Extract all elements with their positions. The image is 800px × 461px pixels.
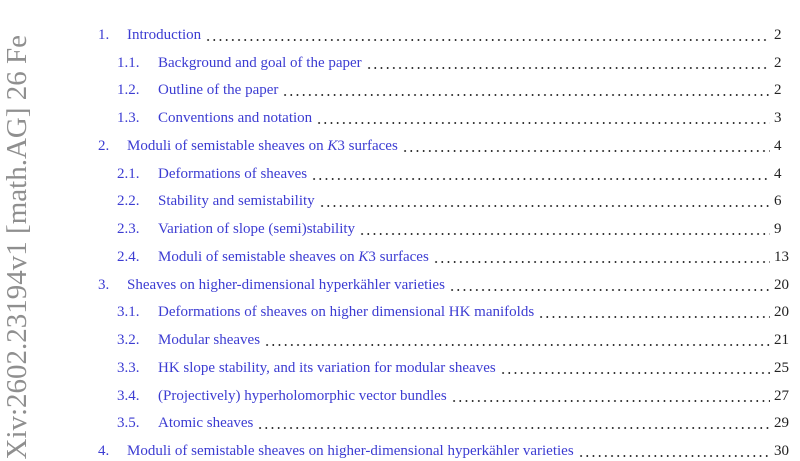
dot-leader: [319, 191, 770, 211]
toc-entry-title[interactable]: Deformations of sheaves: [158, 165, 308, 182]
toc-entry-3-5[interactable]: [117, 413, 800, 433]
toc-entry-number: 1.3.: [117, 109, 140, 126]
toc-entry-page: 20: [774, 303, 789, 320]
dot-leader: [402, 136, 770, 156]
toc-entry-3-2[interactable]: [117, 330, 800, 350]
toc-entry-page: 9: [774, 220, 782, 237]
toc-entry-page: 2: [774, 81, 782, 98]
toc-entry-1-3[interactable]: [117, 108, 800, 128]
toc-entry-page: 4: [774, 165, 782, 182]
arxiv-identifier-stamp: Xiv:2602.23194v1 [math.AG] 26 Fe: [0, 35, 33, 460]
toc-entry-number: 3.2.: [117, 331, 140, 348]
toc-entry-title[interactable]: Modular sheaves: [158, 331, 261, 348]
toc-entry-page: 13: [774, 248, 789, 265]
toc-entry-1-2[interactable]: [117, 80, 800, 100]
toc-entry-title[interactable]: Background and goal of the paper: [158, 54, 362, 71]
toc-entry-page: 3: [774, 109, 782, 126]
dot-leader: [451, 386, 770, 406]
toc-entry-2-3[interactable]: [117, 219, 800, 239]
dot-leader: [257, 413, 770, 433]
toc-entry-number: 2.1.: [117, 165, 140, 182]
toc-entry-page: 27: [774, 387, 789, 404]
toc-entry-title[interactable]: Stability and semistability: [158, 192, 315, 209]
toc-entry-1-1[interactable]: [117, 53, 800, 73]
toc-entry-4[interactable]: [98, 441, 800, 461]
toc-entry-number: 2.3.: [117, 220, 140, 237]
toc-entry-3-3[interactable]: [117, 358, 800, 378]
toc-entry-title[interactable]: HK slope stability, and its variation for modular sheaves: [158, 359, 496, 376]
contents-heading: [0, 0, 800, 1]
toc-entry-number: 1.2.: [117, 81, 140, 98]
toc-entry-title[interactable]: Outline of the paper: [158, 81, 279, 98]
dot-leader: [433, 247, 770, 267]
toc-entry-page: 6: [774, 192, 782, 209]
dot-leader: [366, 53, 770, 73]
toc-entry-page: 2: [774, 26, 782, 43]
toc-entry-3[interactable]: [98, 275, 800, 295]
dot-leader: [311, 164, 770, 184]
toc-entry-1[interactable]: [98, 25, 800, 45]
dot-leader: [316, 108, 770, 128]
toc-entry-page: 25: [774, 359, 789, 376]
dot-leader: [500, 358, 770, 378]
toc-entry-page: 2: [774, 54, 782, 71]
toc-entry-title[interactable]: Deformations of sheaves on higher dimensional HK manifolds: [158, 303, 535, 320]
dot-leader: [205, 25, 770, 45]
toc-entry-page: 29: [774, 414, 789, 431]
toc-entry-title[interactable]: Moduli of semistable sheaves on K3 surfaces: [158, 248, 429, 265]
dot-leader: [578, 441, 770, 461]
toc-entry-2-2[interactable]: [117, 191, 800, 211]
toc-entry-page: 4: [774, 137, 782, 154]
toc-entry-2-4[interactable]: [117, 247, 800, 267]
dot-leader: [264, 330, 770, 350]
toc-entry-title[interactable]: Moduli of semistable sheaves on higher-dimensional hyperkähler varieties: [127, 442, 574, 459]
toc-entry-number: 2.: [98, 137, 110, 154]
toc-entry-page: 30: [774, 442, 789, 459]
toc-entry-number: 2.2.: [117, 192, 140, 209]
toc-entry-number: 3.3.: [117, 359, 140, 376]
toc-entry-title[interactable]: Sheaves on higher-dimensional hyperkähler varieties: [127, 276, 445, 293]
dot-leader: [449, 275, 770, 295]
toc-entry-page: 21: [774, 331, 789, 348]
toc-entry-number: 4.: [98, 442, 110, 459]
toc-entry-number: 2.4.: [117, 248, 140, 265]
toc-entry-number: 1.1.: [117, 54, 140, 71]
toc-entry-number: 3.4.: [117, 387, 140, 404]
dot-leader: [538, 302, 770, 322]
toc-entry-title[interactable]: Atomic sheaves: [158, 414, 254, 431]
toc-entry-page: 20: [774, 276, 789, 293]
toc-entry-3-4[interactable]: [117, 386, 800, 406]
toc-entry-number: 3.: [98, 276, 110, 293]
toc-entry-number: 3.5.: [117, 414, 140, 431]
dot-leader: [282, 80, 770, 100]
toc-entry-title[interactable]: Conventions and notation: [158, 109, 313, 126]
toc-entry-2[interactable]: [98, 136, 800, 156]
toc-entry-title[interactable]: Introduction: [127, 26, 202, 43]
toc-entry-title[interactable]: (Projectively) hyperholomorphic vector bundles: [158, 387, 447, 404]
toc-entry-title[interactable]: Variation of slope (semi)stability: [158, 220, 356, 237]
toc-entry-number: 3.1.: [117, 303, 140, 320]
toc-entry-2-1[interactable]: [117, 164, 800, 184]
toc-entry-3-1[interactable]: [117, 302, 800, 322]
dot-leader: [359, 219, 770, 239]
toc-entry-title[interactable]: Moduli of semistable sheaves on K3 surfaces: [127, 137, 398, 154]
toc-entry-number: 1.: [98, 26, 110, 43]
